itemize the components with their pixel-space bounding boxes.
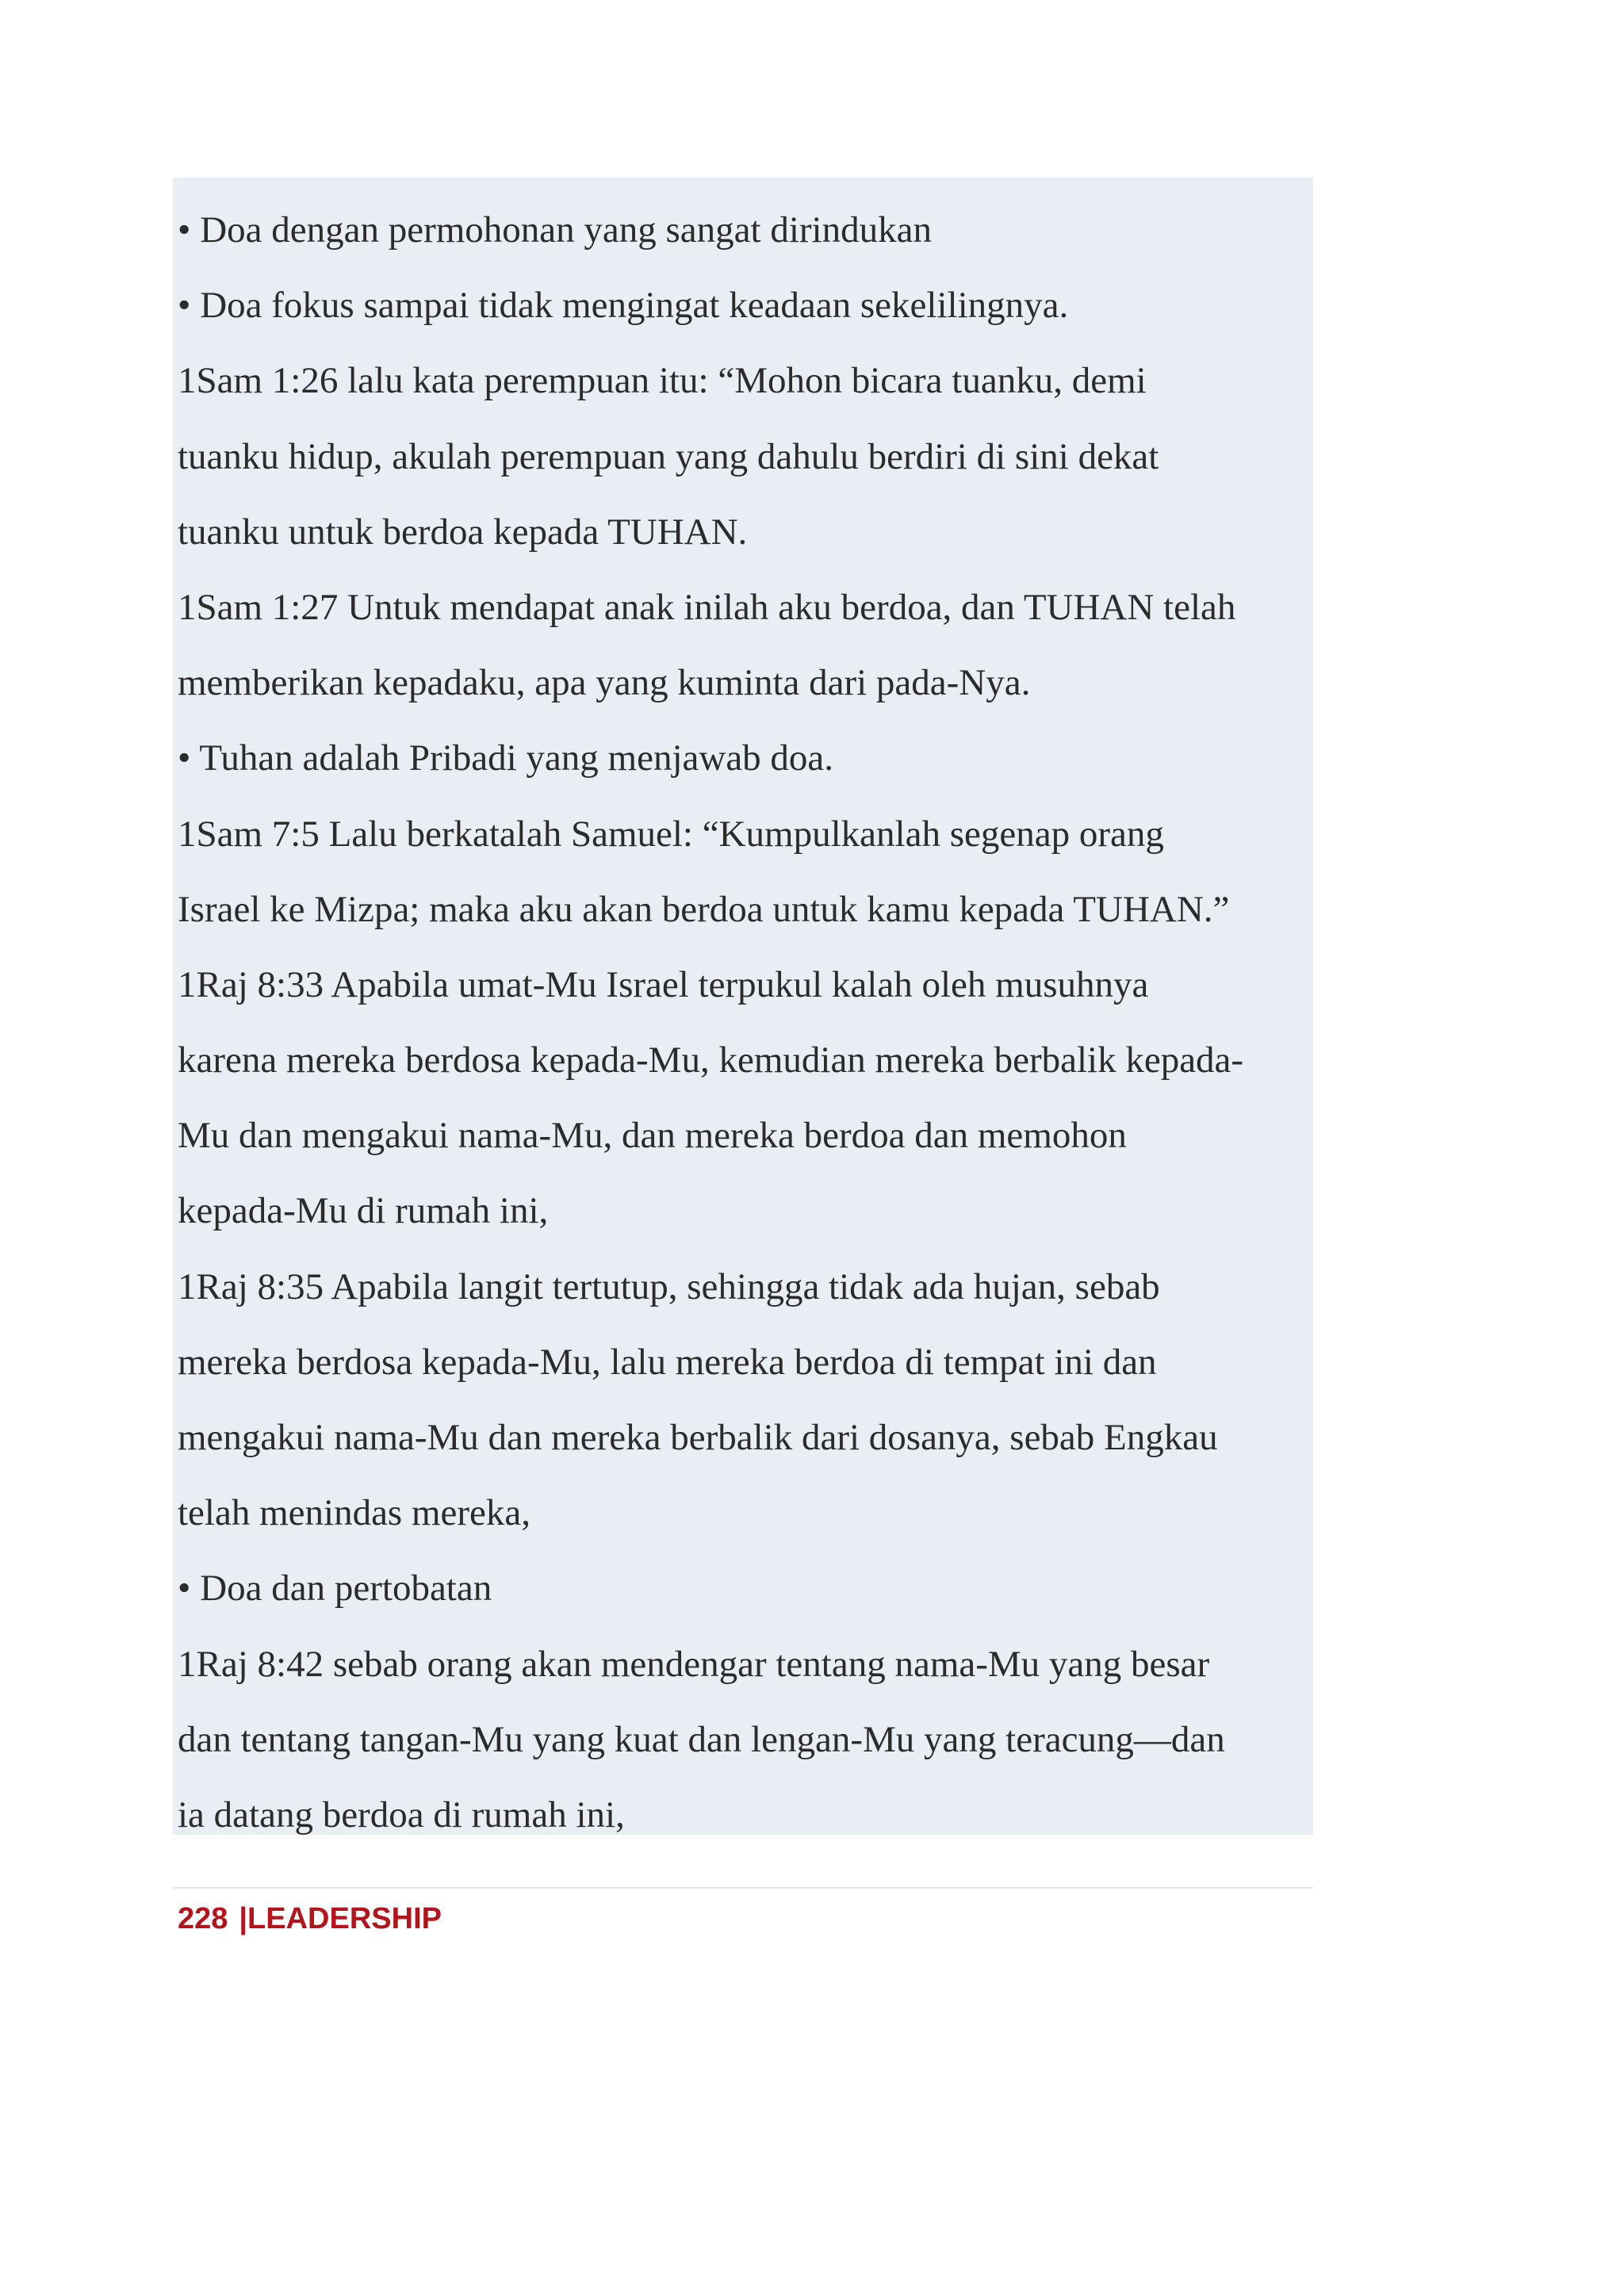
body-text: [178, 193, 1312, 1853]
text-line: karena mereka berdosa kepada-Mu, kemudian mereka berbalik kepada-: [178, 1039, 1244, 1081]
page-number: 228: [178, 1902, 228, 1935]
text-line: • Doa fokus sampai tidak mengingat keadaan sekelilingnya.: [178, 285, 1069, 327]
text-line: dan tentang tangan-Mu yang kuat dan lengan-Mu yang teracung—dan: [178, 1718, 1225, 1760]
text-line: mereka berdosa kepada-Mu, lalu mereka berdoa di tempat ini dan: [178, 1341, 1157, 1383]
section-title: LEADERSHIP: [247, 1902, 442, 1935]
text-line: mengakui nama-Mu dan mereka berbalik dari dosanya, sebab Engkau: [178, 1417, 1218, 1458]
text-line: 1Raj 8:35 Apabila langit tertutup, sehingga tidak ada hujan, sebab: [178, 1265, 1160, 1307]
text-line: Mu dan mengakui nama-Mu, dan mereka berdoa dan memohon: [178, 1115, 1127, 1157]
text-line: kepada-Mu di rumah ini,: [178, 1190, 549, 1232]
text-line: • Tuhan adalah Pribadi yang menjawab doa.: [178, 737, 834, 779]
text-line: tuanku hidup, akulah perempuan yang dahulu berdiri di sini dekat: [178, 435, 1159, 477]
text-line: 1Raj 8:33 Apabila umat-Mu Israel terpukul kalah oleh musuhnya: [178, 963, 1149, 1005]
text-line: telah menindas mereka,: [178, 1492, 531, 1534]
text-line: Israel ke Mizpa; maka aku akan berdoa untuk kamu kepada TUHAN.”: [178, 888, 1230, 930]
footer-separator: |: [239, 1902, 248, 1935]
text-line: 1Sam 1:26 lalu kata perempuan itu: “Mohon bicara tuanku, demi: [178, 360, 1147, 402]
text-line: 1Sam 7:5 Lalu berkatalah Samuel: “Kumpulkanlah segenap orang: [178, 813, 1164, 855]
page-footer: [178, 1895, 442, 1943]
text-line: 1Raj 8:42 sebab orang akan mendengar tentang nama-Mu yang besar: [178, 1643, 1210, 1685]
text-line: tuanku untuk berdoa kepada TUHAN.: [178, 511, 748, 553]
text-line: ia datang berdoa di rumah ini,: [178, 1793, 625, 1836]
text-line: memberikan kepadaku, apa yang kuminta dari pada-Nya.: [178, 662, 1031, 704]
text-line: • Doa dan pertobatan: [178, 1568, 492, 1610]
text-line: 1Sam 1:27 Untuk mendapat anak inilah aku berdoa, dan TUHAN telah: [178, 586, 1236, 628]
footer-divider: [173, 1887, 1313, 1889]
text-line: • Doa dengan permohonan yang sangat dirindukan: [178, 209, 932, 251]
